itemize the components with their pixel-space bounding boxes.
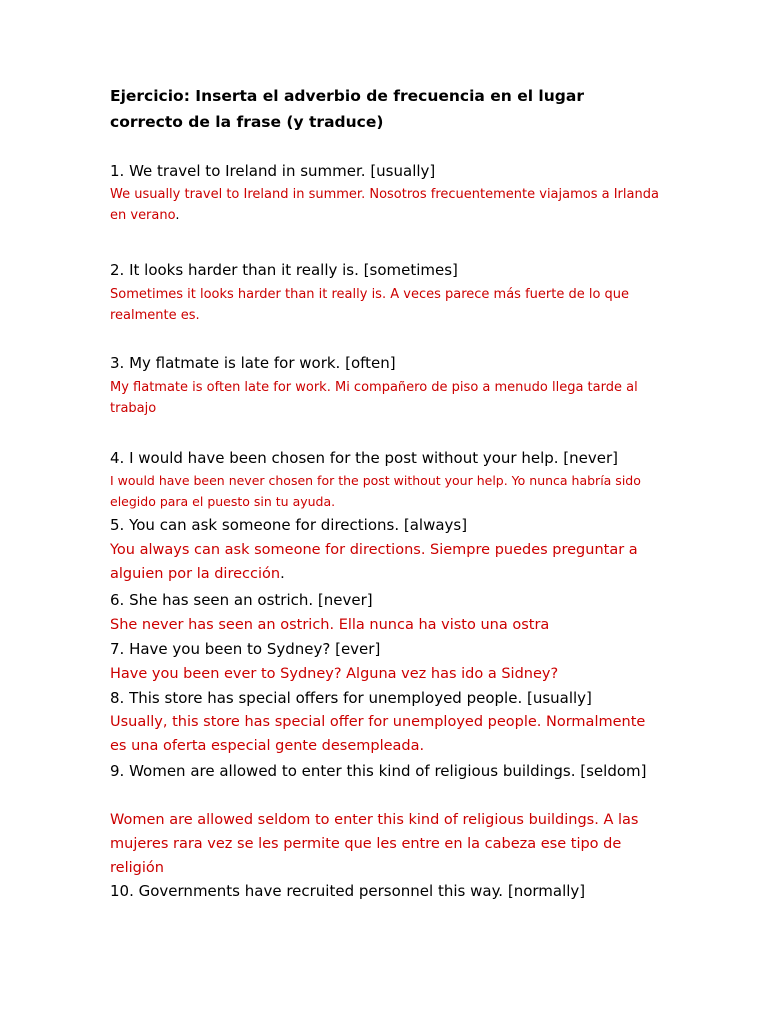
answer-3: My flatmate is often late for work. Mi compañero de piso a menudo llega tarde al trabajo (110, 380, 638, 416)
question-9: 9. Women are allowed to enter this kind of religious buildings. [seldom] (110, 762, 647, 780)
answer-5: You always can ask someone for directions. Siempre puedes preguntar a alguien por la dirección. (110, 542, 638, 582)
question-5: 5. You can ask someone for directions. [always] (110, 516, 468, 534)
question-8: 8. This store has special offers for unemployed people. [usually] (110, 689, 592, 707)
question-1: 1. We travel to Ireland in summer. [usually] (110, 162, 436, 180)
question-3: 3. My flatmate is late for work. [often] (110, 354, 396, 372)
question-10: 10. Governments have recruited personnel this way. [normally] (110, 882, 586, 900)
answer-4: I would have been never chosen for the post without your help. Yo nunca habría sido elegido para el puesto sin tu ayuda. (110, 473, 641, 509)
answer-1: We usually travel to Ireland in summer. Nosotros frecuentemente viajamos a Irlanda en verano. (110, 187, 659, 223)
question-2: 2. It looks harder than it really is. [sometimes] (110, 261, 458, 279)
answer-9: Women are allowed seldom to enter this kind of religious buildings. A las mujeres rara vez se les permite que les entre en la cabeza ese tipo de religión (110, 812, 639, 876)
question-7: 7. Have you been to Sydney? [ever] (110, 640, 381, 658)
answer-8: Usually, this store has special offer for unemployed people. Normalmente es una oferta especial gente desempleada. (110, 714, 646, 754)
answer-6: She never has seen an ostrich. Ella nunca ha visto una ostra (110, 617, 550, 633)
exercise-title: Ejercicio: Inserta el adverbio de frecuencia en el lugar correcto de la frase (y traduce) (110, 87, 584, 131)
answer-7: Have you been ever to Sydney? Alguna vez has ido a Sidney? (110, 666, 559, 682)
question-4: 4. I would have been chosen for the post without your help. [never] (110, 449, 619, 467)
answer-2: Sometimes it looks harder than it really is. A veces parece más fuerte de lo que realmente es. (110, 287, 630, 323)
question-6: 6. She has seen an ostrich. [never] (110, 591, 373, 609)
